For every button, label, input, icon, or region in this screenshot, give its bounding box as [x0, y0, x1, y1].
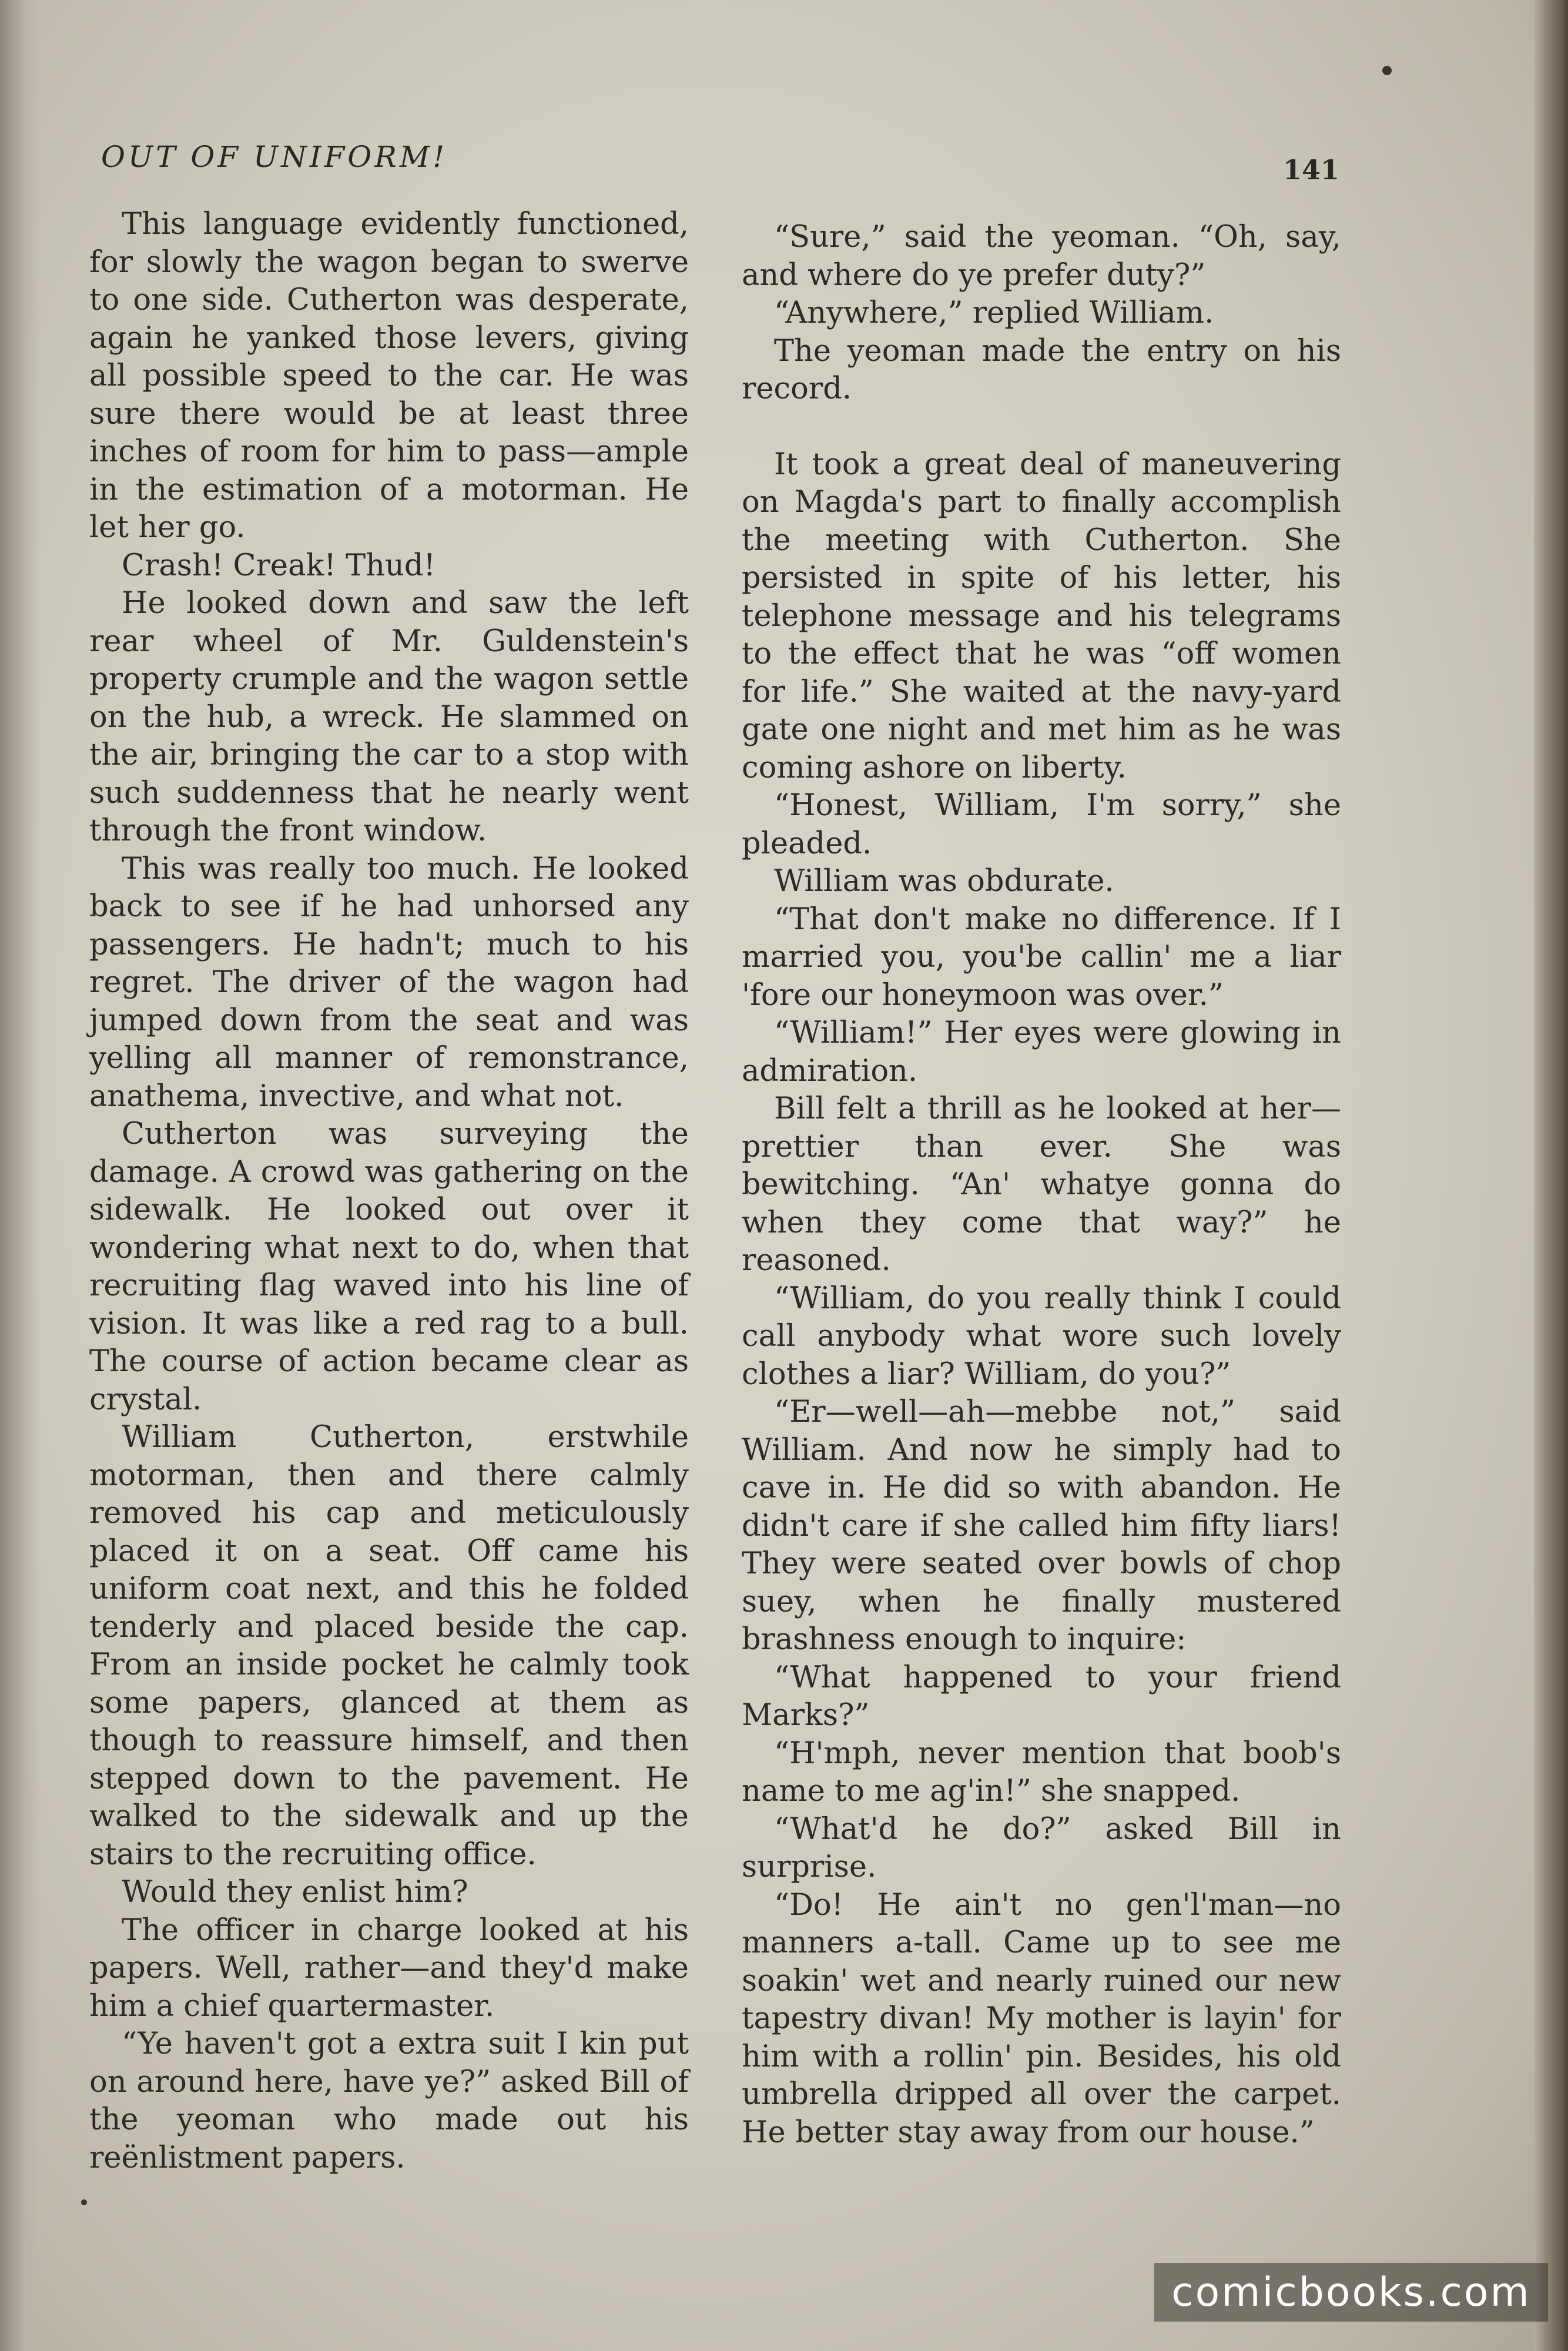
ink-spot — [1382, 66, 1392, 75]
paragraph: “Honest, William, I'm sorry,” she pleaded. — [742, 788, 1341, 861]
paragraph: “Sure,” said the yeoman. “Oh, say, and where do ye prefer duty?” — [742, 220, 1341, 293]
paragraph: “Ye haven't got a extra suit I kin put on around here, have ye?” asked Bill of the yeoman who made out his reënlistment papers. — [89, 2027, 689, 2175]
running-title: OUT OF UNIFORM! — [101, 140, 448, 174]
paragraph: William was obdurate. — [774, 864, 1114, 899]
paragraph: This language evidently functioned, for slowly the wagon began to swerve to one side. Cutherton was desperate, again he yanked those levers, giving all possible speed to the car. He was sure there would be at least three inches of room for him to pass—ample in the estimation of a motorman. He let her go. — [89, 207, 689, 545]
paragraph: Cutherton was surveying the damage. A crowd was gathering on the sidewalk. He looked out over it wondering what next to do, when that recruiting flag waved into his line of vision. It was like a red rag to a bull. The course of action became clear as crystal. — [89, 1117, 689, 1417]
paragraph: He looked down and saw the left rear wheel of Mr. Guldenstein's property crumple and the wagon settle on the hub, a wreck. He slammed on the air, bringing the car to a stop with such suddenness that he nearly went through the front window. — [89, 586, 689, 848]
paragraph: William Cutherton, erstwhile motorman, then and there calmly removed his cap and meticulously placed it on a seat. Off came his uniform coat next, and this he folded tenderly and placed beside the cap. From an inside pocket he calmly took some papers, glanced at them as though to reassure himself, and then stepped down to the pavement. He walked to the sidewalk and up the stairs to the recruiting office. — [89, 1420, 689, 1872]
ink-spot — [81, 2199, 87, 2205]
paragraph: “What happened to your friend Marks?” — [742, 1660, 1341, 1733]
paragraph: This was really too much. He looked back to see if he had unhorsed any passengers. He hadn't; much to his regret. The driver of the wagon had jumped down from the seat and was yelling all manner of remonstrance, anathema, invective, and what not. — [89, 851, 689, 1114]
watermark-text: comicbooks.com — [1171, 2269, 1531, 2316]
paragraph: The officer in charge looked at his papers. Well, rather—and they'd make him a chief quartermaster. — [89, 1913, 689, 2024]
watermark-banner — [1154, 2263, 1548, 2322]
page-number: 141 — [1283, 154, 1340, 186]
right-column — [742, 219, 1341, 2152]
paragraph: “William!” Her eyes were glowing in admiration. — [742, 1016, 1341, 1089]
paragraph: Crash! Creak! Thud! — [122, 548, 435, 583]
paragraph: “Anywhere,” replied William. — [774, 296, 1214, 330]
paragraph: “Do! He ain't no gen'l'man—no manners a-tall. Came up to see me soakin' wet and nearly ruined our new tapestry divan! My mother is layin' for him with a rollin' pin. Besides, his old umbrella dripped all over the carpet. He better stay away from our house.” — [742, 1887, 1341, 2150]
paragraph: Bill felt a thrill as he looked at her—prettier than ever. She was bewitching. “An' whatye gonna do when they come that way?” he reasoned. — [742, 1091, 1341, 1278]
paragraph: The yeoman made the entry on his record. — [742, 333, 1341, 406]
paragraph: “William, do you really think I could call anybody what wore such lovely clothes a liar? William, do you?” — [742, 1281, 1341, 1392]
left-column — [89, 206, 689, 2177]
paragraph: “What'd he do?” asked Bill in surprise. — [742, 1811, 1341, 1884]
paragraph: “That don't make no difference. If I married you, you'be callin' me a liar 'fore our honeymoon was over.” — [742, 902, 1341, 1013]
paragraph: “Er—well—ah—mebbe not,” said William. And now he simply had to cave in. He did so with abandon. He didn't care if she called him fifty liars! They were seated over bowls of chop suey, when he finally mustered brashness enough to inquire: — [742, 1395, 1341, 1657]
page-edge — [1534, 0, 1568, 2351]
paragraph: It took a great deal of maneuvering on Magda's part to finally accomplish the meeting with Cutherton. She persisted in spite of his letter, his telephone message and his telegrams to the effect that he was “off women for life.” She waited at the navy-yard gate one night and met him as he was coming ashore on liberty. — [742, 447, 1341, 785]
page-binding-shadow — [0, 0, 41, 2351]
paragraph: Would they enlist him? — [122, 1875, 468, 1910]
paragraph: “H'mph, never mention that boob's name to me ag'in!” she snapped. — [742, 1736, 1341, 1809]
